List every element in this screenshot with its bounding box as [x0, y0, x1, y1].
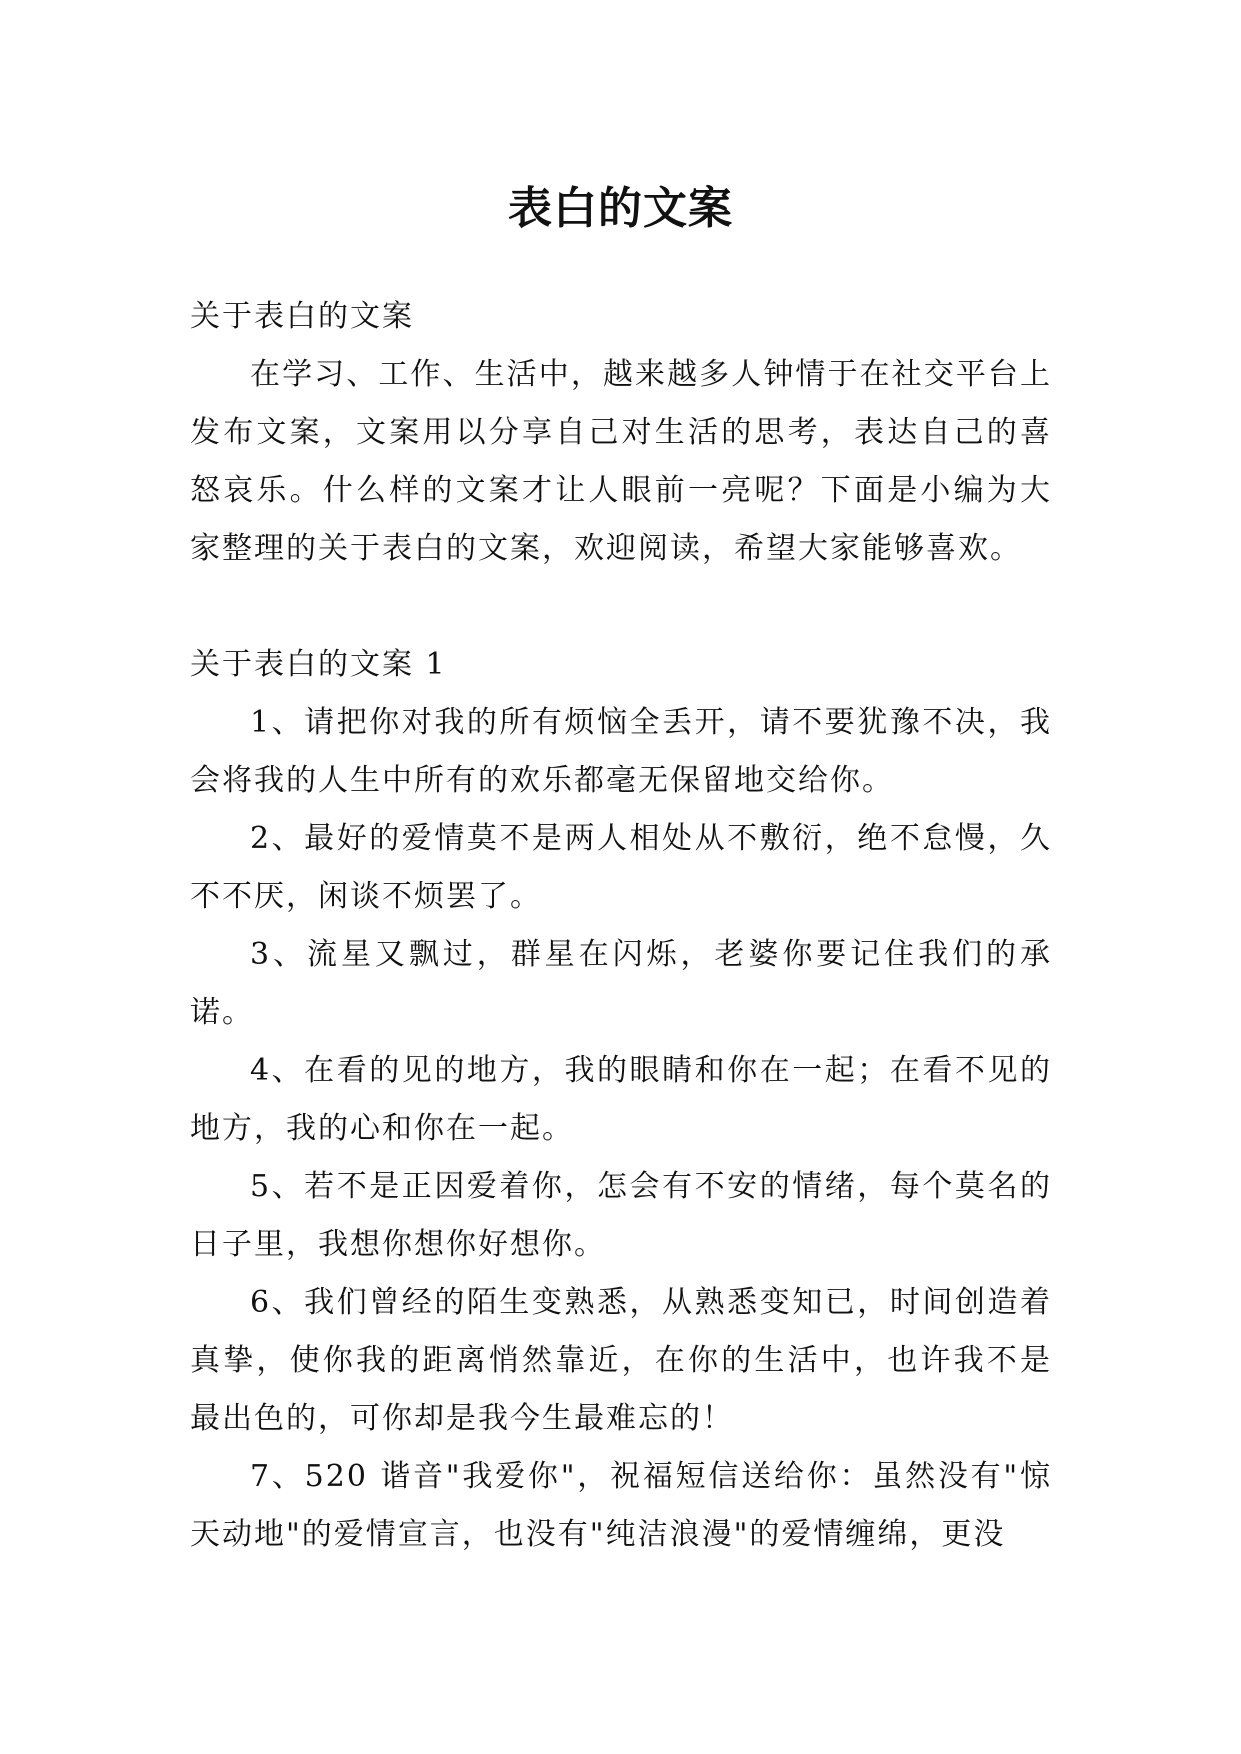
intro-heading: 关于表白的文案 — [190, 299, 414, 334]
list-item: 4、在看的见的地方，我的眼睛和你在一起；在看不见的地方，我的心和你在一起。 — [190, 1053, 1052, 1146]
section-heading: 关于表白的文案 1 — [190, 647, 447, 682]
list-item: 3、流星又飘过，群星在闪烁，老婆你要记住我们的承诺。 — [190, 937, 1052, 1030]
document-body — [190, 288, 1052, 1564]
list-item: 1、请把你对我的所有烦恼全丢开，请不要犹豫不决，我会将我的人生中所有的欢乐都毫无保留地交给你。 — [190, 705, 1052, 798]
section-spacer — [190, 578, 1052, 636]
intro-paragraph: 在学习、工作、生活中，越来越多人钟情于在社交平台上发布文案，文案用以分享自己对生活的思考，表达自己的喜怒哀乐。什么样的文案才让人眼前一亮呢？下面是小编为大家整理的关于表白的文案，欢迎阅读，希望大家能够喜欢。 — [190, 357, 1052, 566]
list-item: 6、我们曾经的陌生变熟悉，从熟悉变知已，时间创造着真挚，使你我的距离悄然靠近，在你的生活中，也许我不是最出色的，可你却是我今生最难忘的！ — [190, 1285, 1052, 1436]
list-item: 7、520 谐音"我爱你"，祝福短信送给你：虽然没有"惊天动地"的爱情宣言，也没有"纯洁浪漫"的爱情缠绵，更没 — [190, 1459, 1052, 1552]
document-title: 表白的文案 — [508, 183, 733, 235]
list-item: 2、最好的爱情莫不是两人相处从不敷衍，绝不怠慢，久不不厌，闲谈不烦罢了。 — [190, 821, 1052, 914]
list-item: 5、若不是正因爱着你，怎会有不安的情绪，每个莫名的日子里，我想你想你好想你。 — [190, 1169, 1052, 1262]
